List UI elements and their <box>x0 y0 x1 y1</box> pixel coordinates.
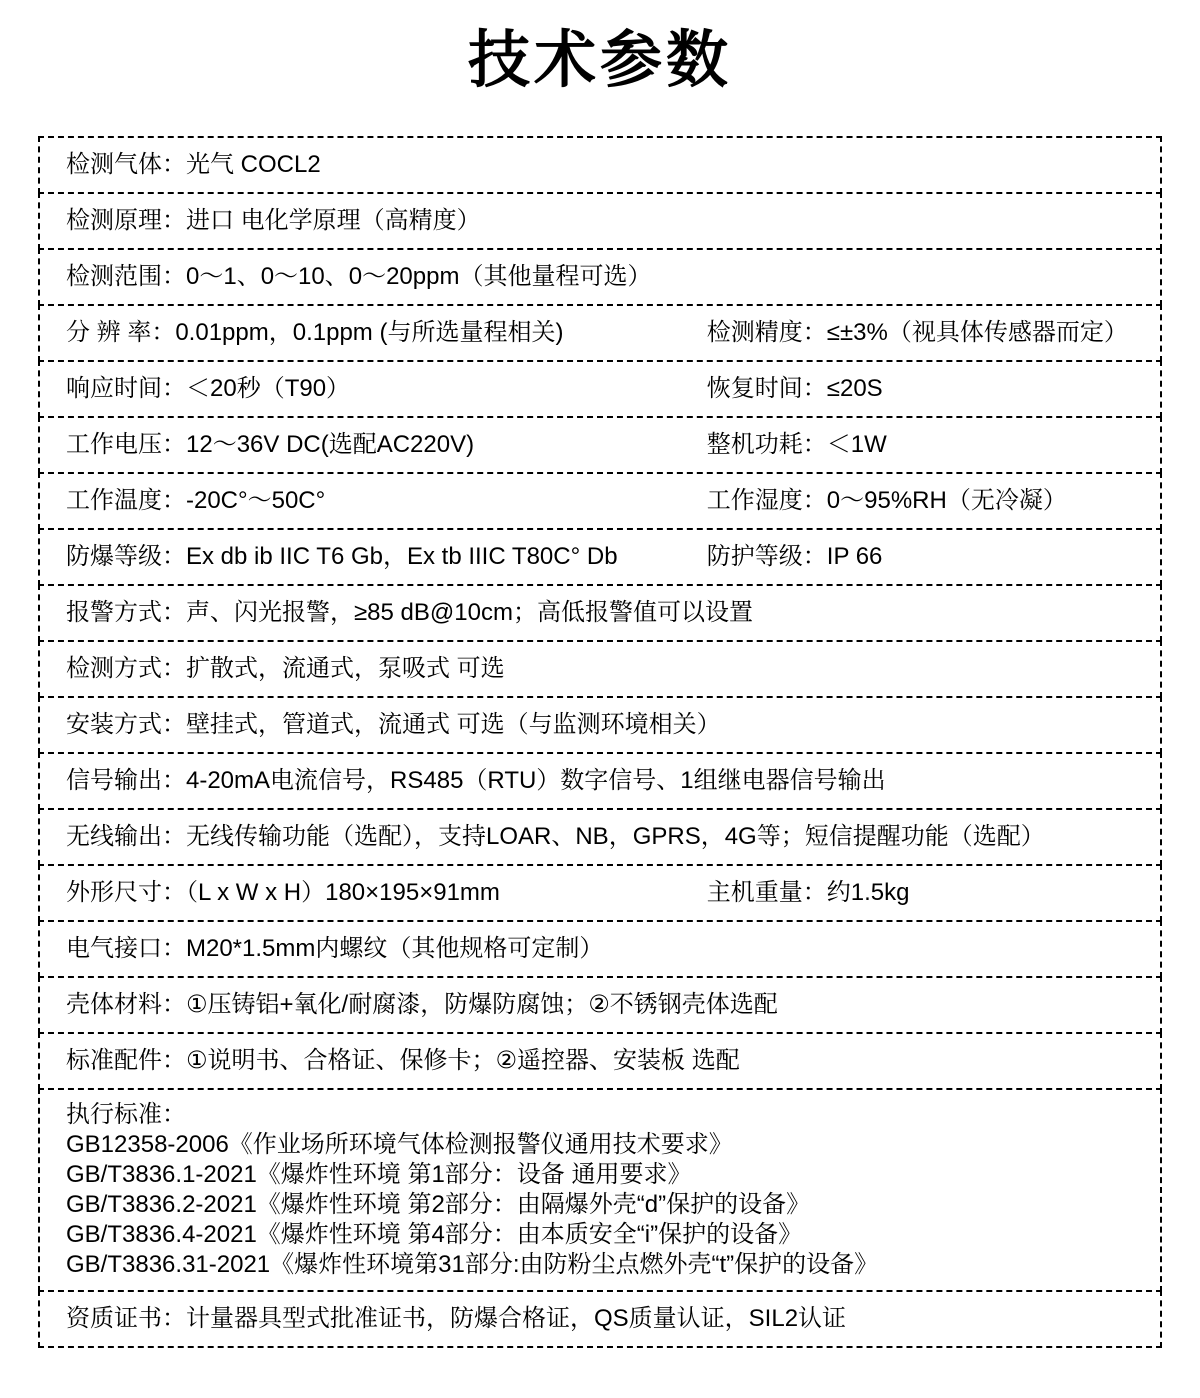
spec-text-recovery-time: 恢复时间：≤20S <box>706 375 883 402</box>
spec-row-explosion-ip-rating <box>38 528 1162 586</box>
spec-text-dimensions: 外形尺寸：（L x W x H）180×195×91mm <box>66 879 500 906</box>
spec-row-detection-range <box>38 248 1162 306</box>
spec-text-power-consumption: 整机功耗：＜1W <box>706 431 887 458</box>
spec-row-housing-material <box>38 976 1162 1034</box>
spec-row-alarm-mode <box>38 584 1162 642</box>
spec-row-installation-mode <box>38 696 1162 754</box>
spec-row-wireless-output <box>38 808 1162 866</box>
spec-text-working-humidity: 工作湿度：0～95%RH（无冷凝） <box>706 487 1067 514</box>
spec-row-detection-mode <box>38 640 1162 698</box>
spec-text-working-voltage: 工作电压：12～36V DC(选配AC220V) <box>66 431 475 458</box>
page-title: 技术参数 <box>467 26 732 95</box>
spec-text-detection-mode: 检测方式：扩散式，流通式，泵吸式 可选 <box>66 655 505 682</box>
spec-text-signal-output: 信号输出：4-20mA电流信号，RS485（RTU）数字信号、1组继电器信号输出 <box>66 767 886 794</box>
spec-row-signal-output <box>38 752 1162 810</box>
executive-standard-line: GB/T3836.2-2021《爆炸性环境 第2部分：由隔爆外壳“d”保护的设备》 <box>66 1191 811 1218</box>
spec-row-resolution-accuracy <box>38 304 1162 362</box>
spec-text-detection-gas: 检测气体：光气 COCL2 <box>66 151 321 178</box>
spec-row-detection-principle <box>38 192 1162 250</box>
spec-row-certificates <box>38 1290 1162 1348</box>
executive-standard-line: GB/T3836.4-2021《爆炸性环境 第4部分：由本质安全“i”保护的设备》 <box>66 1221 803 1248</box>
spec-row-detection-gas <box>38 136 1162 194</box>
spec-row-standard-accessories <box>38 1032 1162 1090</box>
spec-text-certificates: 资质证书：计量器具型式批准证书，防爆合格证，QS质量认证，SIL2认证 <box>66 1305 847 1332</box>
spec-row-dimensions-weight <box>38 864 1162 922</box>
spec-text-resolution: 分 辨 率：0.01ppm，0.1ppm (与所选量程相关) <box>66 319 564 346</box>
spec-text-housing-material: 壳体材料：①压铸铝+氧化/耐腐漆，防爆防腐蚀；②不锈钢壳体选配 <box>66 991 778 1018</box>
executive-standard-line: GB/T3836.1-2021《爆炸性环境 第1部分：设备 通用要求》 <box>66 1161 692 1188</box>
spec-text-electrical-interface: 电气接口：M20*1.5mm内螺纹（其他规格可定制） <box>66 935 604 962</box>
spec-row-executive-standards <box>38 1088 1162 1292</box>
spec-text-wireless-output: 无线输出：无线传输功能（选配），支持LOAR、NB，GPRS，4G等；短信提醒功能（选配） <box>66 823 1045 850</box>
spec-row-electrical-interface <box>38 920 1162 978</box>
spec-text-accuracy: 检测精度：≤±3%（视具体传感器而定） <box>706 319 1128 346</box>
spec-table <box>38 136 1162 1348</box>
spec-row-voltage-power <box>38 416 1162 474</box>
spec-text-response-time: 响应时间：＜20秒（T90） <box>66 375 351 402</box>
spec-text-standard-accessories: 标准配件：①说明书、合格证、保修卡；②遥控器、安装板 选配 <box>66 1047 740 1074</box>
executive-standard-line: GB12358-2006《作业场所环境气体检测报警仪通用技术要求》 <box>66 1131 733 1158</box>
spec-text-explosion-proof-grade: 防爆等级：Ex db ib IIC T6 Gb，Ex tb IIIC T80C° Db <box>66 543 618 570</box>
spec-text-working-temperature: 工作温度：-20C°～50C° <box>66 487 326 514</box>
executive-standards-heading: 执行标准： <box>66 1101 186 1128</box>
spec-row-response-recovery <box>38 360 1162 418</box>
spec-text-weight: 主机重量：约1.5kg <box>706 879 910 906</box>
spec-text-detection-principle: 检测原理：进口 电化学原理（高精度） <box>66 207 481 234</box>
spec-text-ip-rating: 防护等级：IP 66 <box>706 543 883 570</box>
spec-text-installation-mode: 安装方式：壁挂式，管道式，流通式 可选（与监测环境相关） <box>66 711 721 738</box>
executive-standard-line: GB/T3836.31-2021《爆炸性环境第31部分:由防粉尘点燃外壳“t”保护的设备》 <box>66 1251 879 1278</box>
spec-row-temperature-humidity <box>38 472 1162 530</box>
spec-text-alarm-mode: 报警方式：声、闪光报警，≥85 dB@10cm；高低报警值可以设置 <box>66 599 753 626</box>
spec-text-detection-range: 检测范围：0～1、0～10、0～20ppm（其他量程可选） <box>66 263 652 290</box>
